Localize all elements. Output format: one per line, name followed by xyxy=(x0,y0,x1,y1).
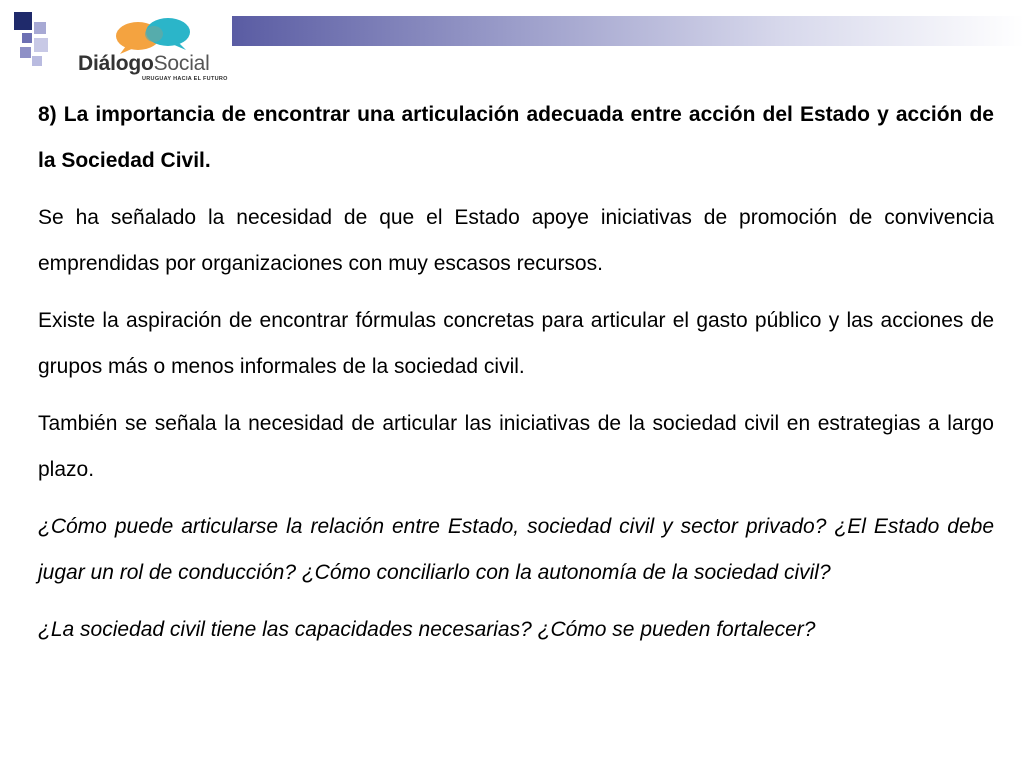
paragraph-long-term: También se señala la necesidad de articular las iniciativas de la sociedad civil en estrategias a largo plazo. xyxy=(38,412,994,481)
decor-square xyxy=(34,22,46,34)
question-capacities: ¿La sociedad civil tiene las capacidades necesarias? ¿Cómo se pueden fortalecer? xyxy=(38,618,816,641)
slide-body xyxy=(38,92,994,664)
decor-square xyxy=(34,38,48,52)
slide-heading: 8) La importancia de encontrar una articulación adecuada entre acción del Estado y acción de la Sociedad Civil. xyxy=(38,103,994,172)
decor-square xyxy=(22,33,32,43)
logo-name-light: Social xyxy=(153,52,210,75)
decor-square xyxy=(32,56,42,66)
speech-bubbles-icon xyxy=(110,14,220,54)
logo-wordmark xyxy=(78,52,210,76)
paragraph-state-support: Se ha señalado la necesidad de que el Estado apoye iniciativas de promoción de convivencia emprendidas por organizaciones con muy escasos recursos. xyxy=(38,206,994,275)
logo-name-bold: Diálogo xyxy=(78,52,154,75)
question-articulation: ¿Cómo puede articularse la relación entre Estado, sociedad civil y sector privado? ¿El Estado debe jugar un rol de conducción? ¿Cómo conciliarlo con la autonomía de la sociedad civil? xyxy=(38,515,994,584)
logo-tagline: URUGUAY HACIA EL FUTURO xyxy=(142,76,228,82)
paragraph-public-spending: Existe la aspiración de encontrar fórmulas concretas para articular el gasto público y las acciones de grupos más o menos informales de la sociedad civil. xyxy=(38,309,994,378)
decor-square xyxy=(14,12,32,30)
dialogo-social-logo xyxy=(74,14,244,84)
header-gradient-band xyxy=(232,16,1024,46)
decor-square xyxy=(20,47,31,58)
